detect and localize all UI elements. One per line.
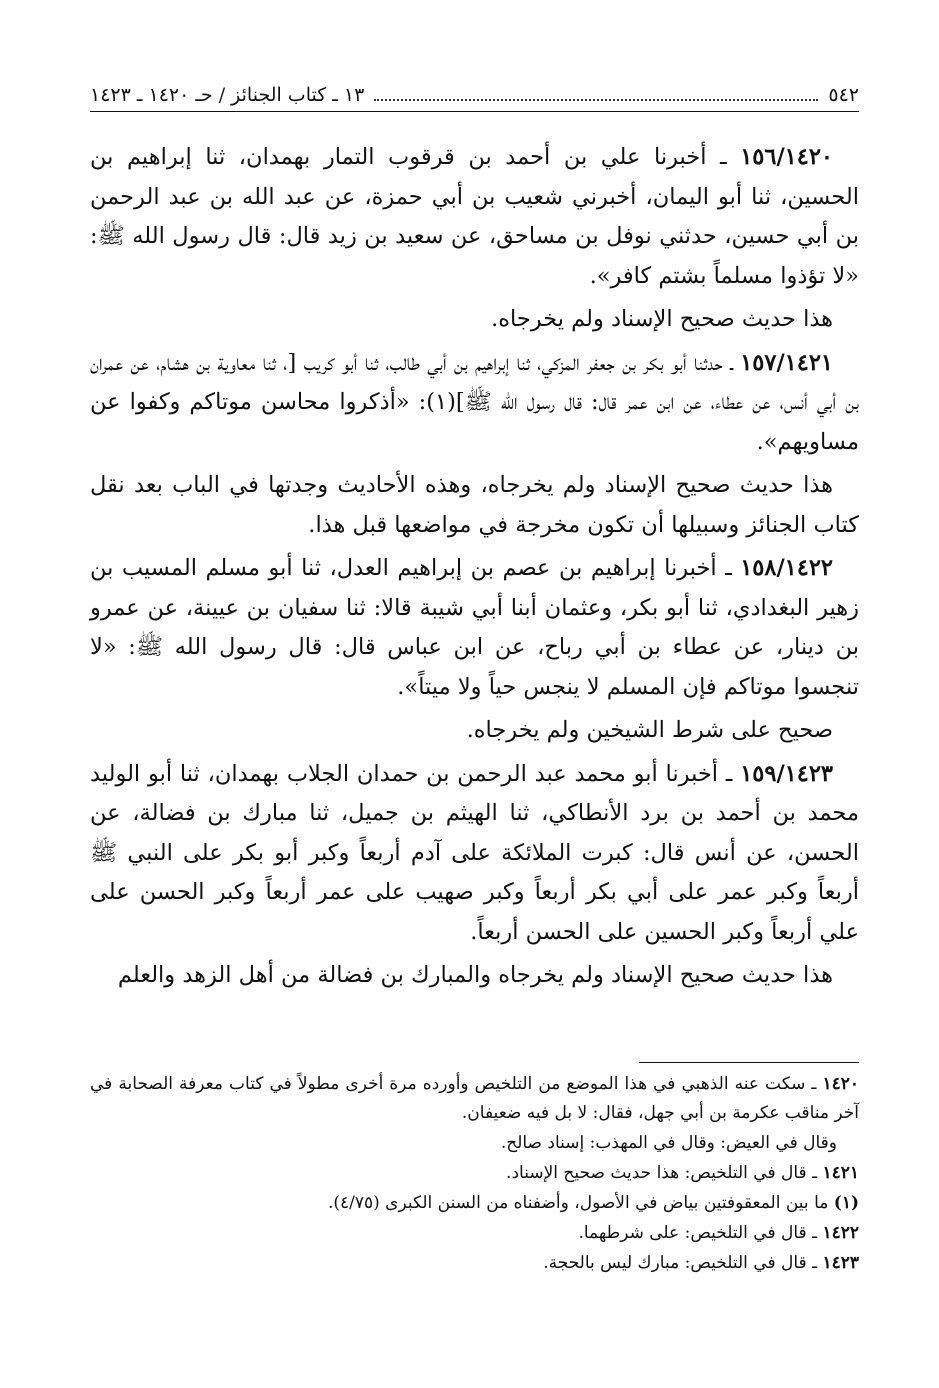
hadith-number: ١٥٧/١٤٢١ [740, 349, 833, 376]
hadith-text: ـ أخبرنا إبراهيم بن عصم بن إبراهيم العدل، ثنا أبو مسلم المسيب بن زهير البغدادي، ثنا أبو بكر، وعثمان أبنا أبي شيبة قالا: ثنا سفيان بن عيينة، عن عمرو بن دينار، عن عطاء بن أبي رباح، عن ابن عباس قال: قال رسول الله ﷺ: «لا تنجسوا موتاكم فإن المسلم لا ينجس حياً ولا ميتاً». [90, 555, 859, 700]
footnote-text: ـ قال في التلخيص: مبارك ليس بالحجة. [543, 1253, 823, 1273]
footnote-number: ١٤٢٢ [822, 1223, 859, 1243]
footnote-1420-note [90, 1129, 859, 1158]
hadith-grade: صحيح على شرط الشيخين ولم يخرجاه. [466, 717, 833, 743]
hadith-1421 [90, 344, 859, 463]
footnote-number: (١) [833, 1193, 859, 1213]
hadith-number: ١٥٩/١٤٢٣ [740, 760, 833, 787]
footnote-1422 [90, 1219, 859, 1248]
footnote-text: ـ قال في التلخيص: هذا حديث صحيح الإسناد. [506, 1163, 823, 1183]
hadith-number: ١٥٨/١٤٢٢ [740, 555, 833, 581]
footnote-1420 [90, 1070, 859, 1128]
footnotes [90, 1070, 859, 1279]
footnote-divider [639, 1062, 859, 1063]
hadith-text: ـ أخبرنا أبو محمد عبد الرحمن بن حمدان الجلاب بهمدان، ثنا أبو الوليد محمد بن أحمد بن برد الأنطاكي، ثنا الهيثم بن جميل، ثنا مبارك بن فضالة، عن الحسن، عن أنس قال: كبرت الملائكة على آدم أربعاً وكبر أبو بكر على النبي ﷺ أربعاً وكبر عمر على أبي بكر أربعاً وكبر صهيب على عمر أربعاً وكبر الحسن على علي أربعاً وكبر الحسين على الحسن أربعاً. [90, 760, 859, 945]
footnote-1 [90, 1189, 859, 1218]
hadith-text: ـ حدثنا أبو بكر بن جعفر المزكي، ثنا إبراهيم بن أبي طالب، ثنا أبو كريب [، ثنا معاوية بن هشام، عن عمران بن أبي أنس، عن عطاء، عن ابن عمر قال: قال رسول الله ﷺ](١): «أذكروا محاسن موتاكم وكفوا عن مساويهم». [90, 349, 859, 455]
page-number: ٥٤٢ [828, 84, 859, 106]
hadith-grade: هذا حديث صحيح الإسناد ولم يخرجاه. [491, 306, 833, 332]
footnote-1421 [90, 1159, 859, 1188]
hadith-text: ـ أخبرنا علي بن أحمد بن قرقوب التمار بهمدان، ثنا إبراهيم بن الحسين، ثنا أبو اليمان، أخبرني شعيب بن أبي حمزة، عن عبد الله بن عبد الرحمن بن أبي حسين، حدثني نوفل بن مساحق، عن سعيد بن زيد قال: قال رسول الله ﷺ: «لا تؤذوا مسلماً بشتم كافر». [90, 144, 859, 289]
hadith-1422 [90, 549, 859, 707]
hadith-1420 [90, 138, 859, 296]
header-dot-leader [374, 99, 818, 101]
footnote-text: وقال في العيض: وقال في المهذب: إسناد صالح. [500, 1133, 837, 1153]
footnote-number: ١٤٢١ [822, 1163, 859, 1183]
hadith-number: ١٥٦/١٤٢٠ [740, 144, 833, 170]
footnote-text: ما بين المعقوفتين بياض في الأصول، وأضفناه من السنن الكبرى (٤/٧٥). [327, 1193, 834, 1213]
main-text [90, 138, 859, 1000]
footnote-text: ـ سكت عنه الذهبي في هذا الموضع من التلخيص وأورده مرة أخرى مطولاً في كتاب معرفة الصحابة في آخر مناقب عكرمة بن أبي جهل، فقال: لا بل فيه ضعيفان. [90, 1074, 859, 1123]
hadith-grade: هذا حديث صحيح الإسناد ولم يخرجاه، وهذه الأحاديث وجدتها في الباب بعد نقل كتاب الجنائز وسبيلها أن تكون مخرجة في مواضعها قبل هذا. [90, 472, 859, 538]
footnote-number: ١٤٢٠ [822, 1074, 859, 1094]
footnote-1423 [90, 1249, 859, 1278]
footnote-number: ١٤٢٣ [822, 1253, 859, 1273]
hadith-1423 [90, 755, 859, 953]
running-head [90, 84, 859, 112]
hadith-grade: هذا حديث صحيح الإسناد ولم يخرجاه والمبارك بن فضالة من أهل الزهد والعلم [117, 962, 833, 988]
footnote-text: ـ قال في التلخيص: على شرطهما. [578, 1223, 823, 1243]
chapter-title: ١٣ ـ كتاب الجنائز / حـ ١٤٢٠ ـ ١٤٢٣ [90, 84, 365, 106]
